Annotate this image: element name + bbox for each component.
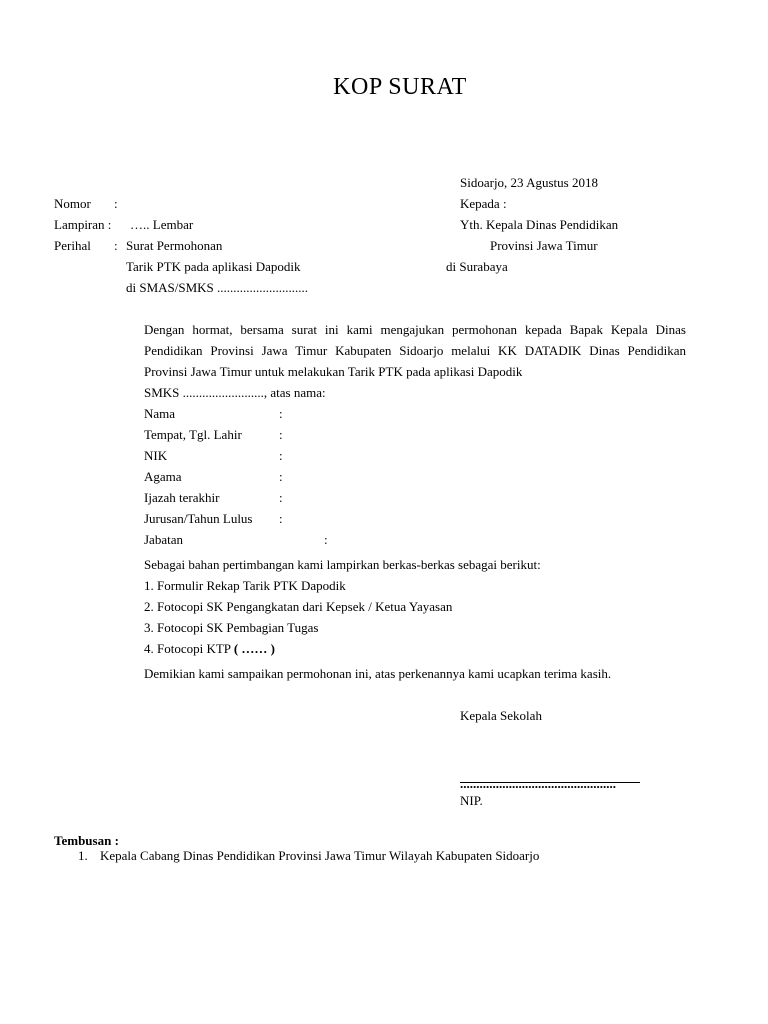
- field-label-jurusan: Jurusan/Tahun Lulus: [144, 511, 253, 526]
- attachment-item-4-text: 4. Fotocopi KTP: [144, 641, 231, 656]
- recipient-kepada: Kepada :: [460, 196, 507, 211]
- recipient-line-3: di Surabaya: [446, 259, 508, 274]
- ktp-suffix: ( …… ): [233, 641, 275, 656]
- attachment-item-1: 1. Formulir Rekap Tarik PTK Dapodik: [144, 578, 346, 593]
- lampiran-value: ….. Lembar: [130, 217, 194, 232]
- opening-text: Dengan hormat, bersama surat ini kami mengajukan permohonan kepada Bapak Kepala Dinas Pendidikan Provinsi Jawa Timur Kabupaten Sidoarjo melalui KK DATADIK Dinas Pendidikan Provinsi Jawa Timur untuk melakukan Tarik PTK pada aplikasi Dapodik: [144, 322, 686, 379]
- perihal-label: Perihal: [54, 238, 91, 253]
- field-colon-nama: :: [279, 406, 283, 421]
- signature-name-placeholder: ................................................: [460, 776, 616, 791]
- opening-paragraph: [144, 319, 686, 382]
- perihal-value-1: Surat Permohonan: [126, 238, 223, 253]
- nomor-label: Nomor: [54, 196, 91, 211]
- field-colon-jurusan: :: [279, 511, 283, 526]
- field-label-jabatan: Jabatan: [144, 532, 183, 547]
- field-colon-ttl: :: [279, 427, 283, 442]
- lampiran-label: Lampiran :: [54, 217, 112, 232]
- attachments-intro: Sebagai bahan pertimbangan kami lampirkan berkas-berkas sebagai berikut:: [144, 557, 541, 572]
- field-label-ijazah: Ijazah terakhir: [144, 490, 220, 505]
- attachment-item-2: 2. Fotocopi SK Pengangkatan dari Kepsek / Ketua Yayasan: [144, 599, 453, 614]
- field-label-nik: NIK: [144, 448, 168, 463]
- attachment-item-4: [144, 641, 275, 657]
- closing-text: Demikian kami sampaikan permohonan ini, atas perkenannya kami ucapkan terima kasih.: [144, 666, 612, 681]
- perihal-value-2: Tarik PTK pada aplikasi Dapodik: [126, 259, 301, 274]
- letterhead-title: KOP SURAT: [333, 74, 467, 100]
- recipient-line-1: Yth. Kepala Dinas Pendidikan: [460, 217, 619, 232]
- attachment-item-3: 3. Fotocopi SK Pembagian Tugas: [144, 620, 319, 635]
- tembusan-item-number: 1.: [78, 848, 88, 863]
- field-colon-agama: :: [279, 469, 283, 484]
- perihal-value-3: di SMAS/SMKS ............................: [126, 280, 309, 295]
- signature-underline: [460, 782, 640, 783]
- field-label-agama: Agama: [144, 469, 182, 484]
- field-label-nama: Nama: [144, 406, 176, 421]
- nomor-colon: :: [114, 196, 118, 211]
- field-colon-nik: :: [279, 448, 283, 463]
- date-line: Sidoarjo, 23 Agustus 2018: [460, 175, 598, 190]
- field-label-ttl: Tempat, Tgl. Lahir: [144, 427, 242, 442]
- opening-last-line: SMKS ........................., atas nama:: [144, 385, 326, 400]
- signature-role: Kepala Sekolah: [460, 708, 542, 723]
- signature-nip: NIP.: [460, 793, 483, 808]
- tembusan-label: Tembusan :: [54, 833, 119, 848]
- tembusan-item-text: Kepala Cabang Dinas Pendidikan Provinsi Jawa Timur Wilayah Kabupaten Sidoarjo: [100, 848, 540, 863]
- field-colon-ijazah: :: [279, 490, 283, 505]
- recipient-line-2: Provinsi Jawa Timur: [490, 238, 598, 253]
- perihal-colon: :: [114, 238, 118, 253]
- field-colon-jabatan: :: [324, 532, 328, 547]
